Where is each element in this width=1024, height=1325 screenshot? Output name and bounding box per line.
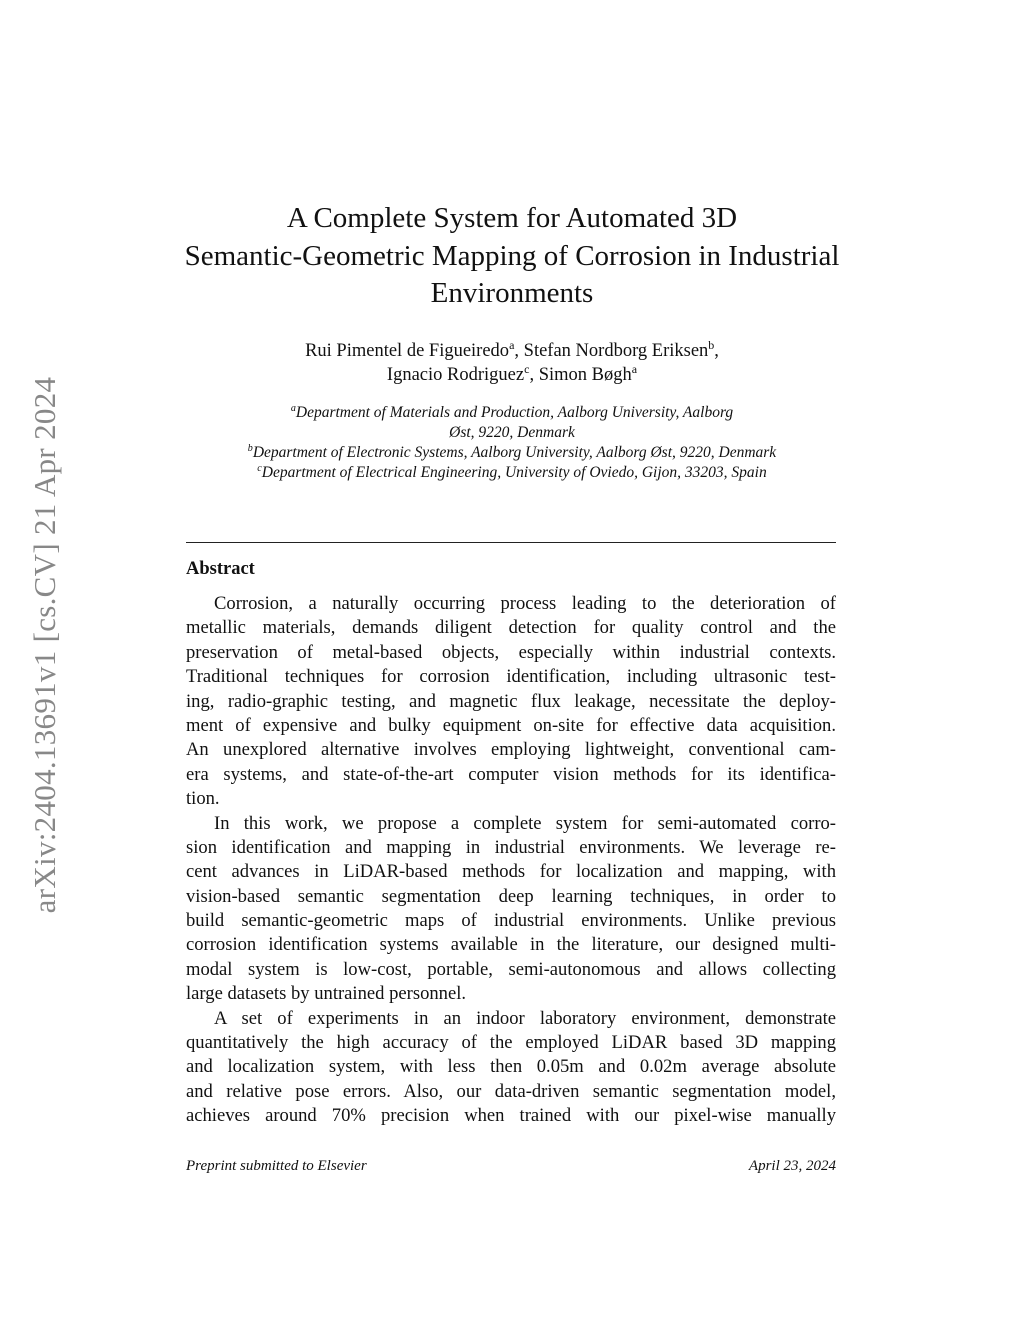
abstract-body	[186, 592, 836, 1129]
arxiv-stamp: arXiv:2404.13691v1 [cs.CV] 21 Apr 2024	[27, 376, 62, 914]
abstract-line: quantitatively the high accuracy of the employed LiDAR based 3D mapping	[186, 1032, 836, 1054]
abstract-line: and relative pose errors. Also, our data-driven semantic segmentation model,	[186, 1080, 836, 1102]
author-name: Rui Pimentel de Figueiredo	[305, 341, 510, 361]
affiliation: Department of Electrical Engineering, University of Oviedo, Gijon, 33203, Spain	[261, 464, 767, 481]
abstract-line: achieves around 70% precision when trained with our pixel-wise manually	[186, 1105, 836, 1127]
abstract-line: Corrosion, a naturally occurring process leading to the deterioration of	[214, 593, 836, 614]
separator: ,	[714, 341, 719, 361]
page-footer	[186, 1158, 836, 1175]
abstract-line: sion identification and mapping in industrial environments. We leverage re-	[186, 836, 836, 858]
author-affil-mark: a	[631, 361, 638, 376]
affiliation: Department of Materials and Production, Aalborg University, Aalborg	[295, 404, 734, 421]
abstract-line: vision-based semantic segmentation deep learning techniques, in order to	[186, 885, 836, 907]
affiliation: Department of Electronic Systems, Aalborg University, Aalborg Øst, 9220, Denmark	[252, 444, 777, 461]
footer-journal: Preprint submitted to Elsevier	[186, 1158, 367, 1174]
abstract-line: preservation of metal-based objects, especially within industrial contexts.	[186, 641, 836, 663]
abstract-line: A set of experiments in an indoor laboratory environment, demonstrate	[214, 1007, 836, 1029]
abstract-line: In this work, we propose a complete system for semi-automated corro-	[214, 812, 836, 834]
abstract-line: corrosion identification systems available in the literature, our designed multi-	[186, 934, 836, 956]
author-name: Ignacio Rodriguez	[386, 364, 525, 385]
separator: ,	[514, 341, 524, 361]
title-line: A Complete System for Automated 3D	[286, 202, 738, 234]
abstract-line: metallic materials, demands diligent detection for quality control and the	[186, 617, 836, 639]
abstract-paragraph	[186, 1007, 836, 1129]
abstract-line: large datasets by untrained personnel.	[186, 983, 467, 1005]
abstract-line: Traditional techniques for corrosion identification, including ultrasonic test-	[186, 666, 836, 688]
author-affil-mark: b	[708, 337, 715, 352]
footer-date: April 23, 2024	[748, 1158, 836, 1174]
abstract-line: An unexplored alternative involves employing lightweight, conventional cam-	[186, 739, 836, 761]
author-name: Stefan Nordborg Eriksen	[523, 341, 709, 361]
author-list	[0, 337, 1024, 387]
abstract-line: cent advances in LiDAR-based methods for localization and mapping, with	[186, 861, 836, 883]
title-line: Environments	[430, 277, 594, 309]
paper-title	[0, 200, 1024, 313]
abstract-line: modal system is low-cost, portable, semi-autonomous and allows collecting	[186, 958, 836, 980]
abstract-line: tion.	[186, 788, 220, 810]
separator: ,	[529, 364, 539, 385]
affiliations	[0, 403, 1024, 483]
title-line: Semantic-Geometric Mapping of Corrosion in Industrial	[184, 239, 840, 272]
abstract-line: build semantic-geometric maps of industrial environments. Unlike previous	[186, 910, 836, 932]
divider	[186, 542, 836, 543]
abstract-paragraph	[186, 592, 836, 812]
abstract-line: ing, radio-graphic testing, and magnetic flux leakage, necessitate the deploy-	[186, 690, 836, 712]
abstract-line: era systems, and state-of-the-art computer vision methods for its identifica-	[186, 763, 836, 785]
abstract-line: ment of expensive and bulky equipment on-site for effective data acquisition.	[186, 714, 836, 736]
author-affil-mark: a	[509, 337, 515, 352]
affil-mark: b	[247, 442, 253, 454]
affil-mark: c	[257, 462, 262, 474]
author-name: Simon Bøgh	[538, 364, 632, 385]
affil-mark: a	[290, 402, 296, 414]
abstract-heading: Abstract	[186, 559, 255, 579]
author-affil-mark: c	[524, 361, 530, 376]
affiliation: Øst, 9220, Denmark	[449, 424, 575, 441]
abstract-paragraph	[186, 812, 836, 1007]
abstract-line: and localization system, with less then 0.05m and 0.02m average absolute	[186, 1056, 836, 1078]
